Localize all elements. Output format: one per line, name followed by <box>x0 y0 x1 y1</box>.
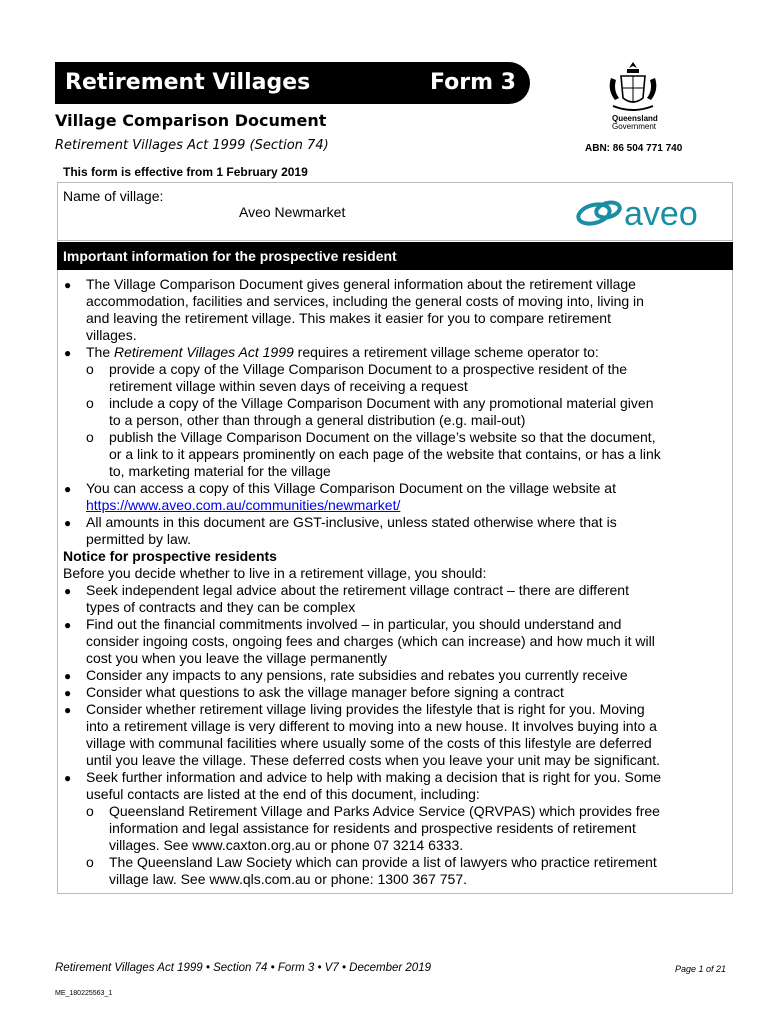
bullet-icon: ● <box>64 346 72 360</box>
text-line: to a person, other than through a general distribution (e.g. mail-out) <box>109 412 526 428</box>
form-title-banner <box>55 62 530 104</box>
text-line: Consider whether retirement village living provides the lifestyle that is right for you. Moving <box>86 701 645 717</box>
bullet-icon: ● <box>64 669 72 683</box>
notice-heading: Notice for prospective residents <box>63 548 277 564</box>
text-line: village with communal facilities where usually some of the costs of this lifestyle are deferred <box>86 735 652 751</box>
info-content <box>57 270 733 894</box>
footer-text: Retirement Villages Act 1999 • Section 74 • Form 3 • V7 • December 2019 <box>55 962 431 974</box>
document-subtitle: Village Comparison Document <box>55 111 327 130</box>
gov-name-line2: Government <box>612 122 657 131</box>
text-line: provide a copy of the Village Comparison Document to a prospective resident of the <box>109 361 628 377</box>
text-line: Seek further information and advice to help with making a decision that is right for you. Some <box>86 769 662 785</box>
sub-bullet-icon: o <box>86 361 94 377</box>
bullet-icon: ● <box>64 584 72 598</box>
sub-bullet-icon: o <box>86 803 94 819</box>
text-line: village law. See www.qls.com.au or phone: 1300 367 757. <box>109 871 468 887</box>
text-segment: The <box>86 344 115 360</box>
village-name-box <box>57 182 733 241</box>
text-line <box>86 344 599 361</box>
gov-name-line1: Queensland <box>612 114 658 123</box>
text-line: Find out the financial commitments involved – in particular, you should understand and <box>86 616 622 632</box>
text-line: include a copy of the Village Comparison Document with any promotional material given <box>109 395 654 411</box>
text-line: information and legal assistance for residents and prospective residents of retirement <box>109 820 636 836</box>
village-website-link[interactable]: https://www.aveo.com.au/communities/newmarket/ <box>86 497 401 513</box>
text-line: until you leave the village. These deferred costs when you leave your unit may be significant. <box>86 752 661 768</box>
text-line: Seek independent legal advice about the retirement village contract – there are different <box>86 582 629 598</box>
text-line: types of contracts and they can be complex <box>86 599 356 615</box>
effective-date: This form is effective from 1 February 2019 <box>63 165 308 179</box>
abn-number: ABN: 86 504 771 740 <box>585 143 683 154</box>
page-number: Page 1 of 21 <box>675 964 727 974</box>
text-line: publish the Village Comparison Document on the village’s website so that the document, <box>109 429 656 445</box>
sub-bullet-icon: o <box>86 854 94 870</box>
sub-bullet-icon: o <box>86 395 94 411</box>
text-line: retirement village within seven days of receiving a request <box>109 378 468 394</box>
info-heading: Important information for the prospective resident <box>57 242 733 270</box>
aveo-logo-text: aveo <box>624 195 698 233</box>
text-line: You can access a copy of this Village Comparison Document on the village website at <box>86 480 616 496</box>
queensland-crest-icon <box>603 58 663 118</box>
text-line: Consider what questions to ask the village manager before signing a contract <box>86 684 564 700</box>
bullet-icon: ● <box>64 278 72 292</box>
text-line: useful contacts are listed at the end of this document, including: <box>86 786 480 802</box>
bullet-icon: ● <box>64 482 72 496</box>
document-code: ME_180225563_1 <box>55 990 113 997</box>
text-line: All amounts in this document are GST-inclusive, unless stated otherwise where that is <box>86 514 617 530</box>
notice-intro: Before you decide whether to live in a retirement village, you should: <box>63 565 487 581</box>
text-line: or a link to it appears prominently on each page of the website that contains, or has a link <box>109 446 661 462</box>
bullet-icon: ● <box>64 516 72 530</box>
text-line: to, marketing material for the village <box>109 463 331 479</box>
bullet-icon: ● <box>64 771 72 785</box>
form-title: Retirement Villages <box>65 70 311 95</box>
text-line: into a retirement village is very different to moving into a new house. It involves buying into a <box>86 718 657 734</box>
text-line: accommodation, facilities and services, including the general costs of moving into, living in <box>86 293 644 309</box>
text-line: villages. See www.caxton.org.au or phone 07 3214 6333. <box>109 837 464 853</box>
text-line: permitted by law. <box>86 531 192 547</box>
bullet-icon: ● <box>64 686 72 700</box>
text-line: The Village Comparison Document gives general information about the retirement village <box>86 276 636 292</box>
village-name-label: Name of village: <box>63 188 164 204</box>
act-reference: Retirement Villages Act 1999 (Section 74) <box>55 138 329 153</box>
text-line: Queensland Retirement Village and Parks Advice Service (QRVPAS) which provides free <box>109 803 660 819</box>
act-name-italic: Retirement Villages Act 1999 <box>114 344 294 360</box>
text-line: villages. <box>86 327 137 343</box>
text-line: and leaving the retirement village. This makes it easier for you to compare retirement <box>86 310 611 326</box>
text-line: consider ingoing costs, ongoing fees and charges (which can increase) and how much it will <box>86 633 655 649</box>
text-segment: requires a retirement village scheme operator to: <box>293 344 599 360</box>
text-line: Consider any impacts to any pensions, rate subsidies and rebates you currently receive <box>86 667 628 683</box>
aveo-logo <box>572 193 722 233</box>
text-line: cost you when you leave the village permanently <box>86 650 388 666</box>
bullet-icon: ● <box>64 703 72 717</box>
bullet-icon: ● <box>64 618 72 632</box>
text-line: The Queensland Law Society which can provide a list of lawyers who practice retirement <box>109 854 657 870</box>
village-name-value: Aveo Newmarket <box>239 204 346 220</box>
sub-bullet-icon: o <box>86 429 94 445</box>
form-number: Form 3 <box>430 70 516 95</box>
